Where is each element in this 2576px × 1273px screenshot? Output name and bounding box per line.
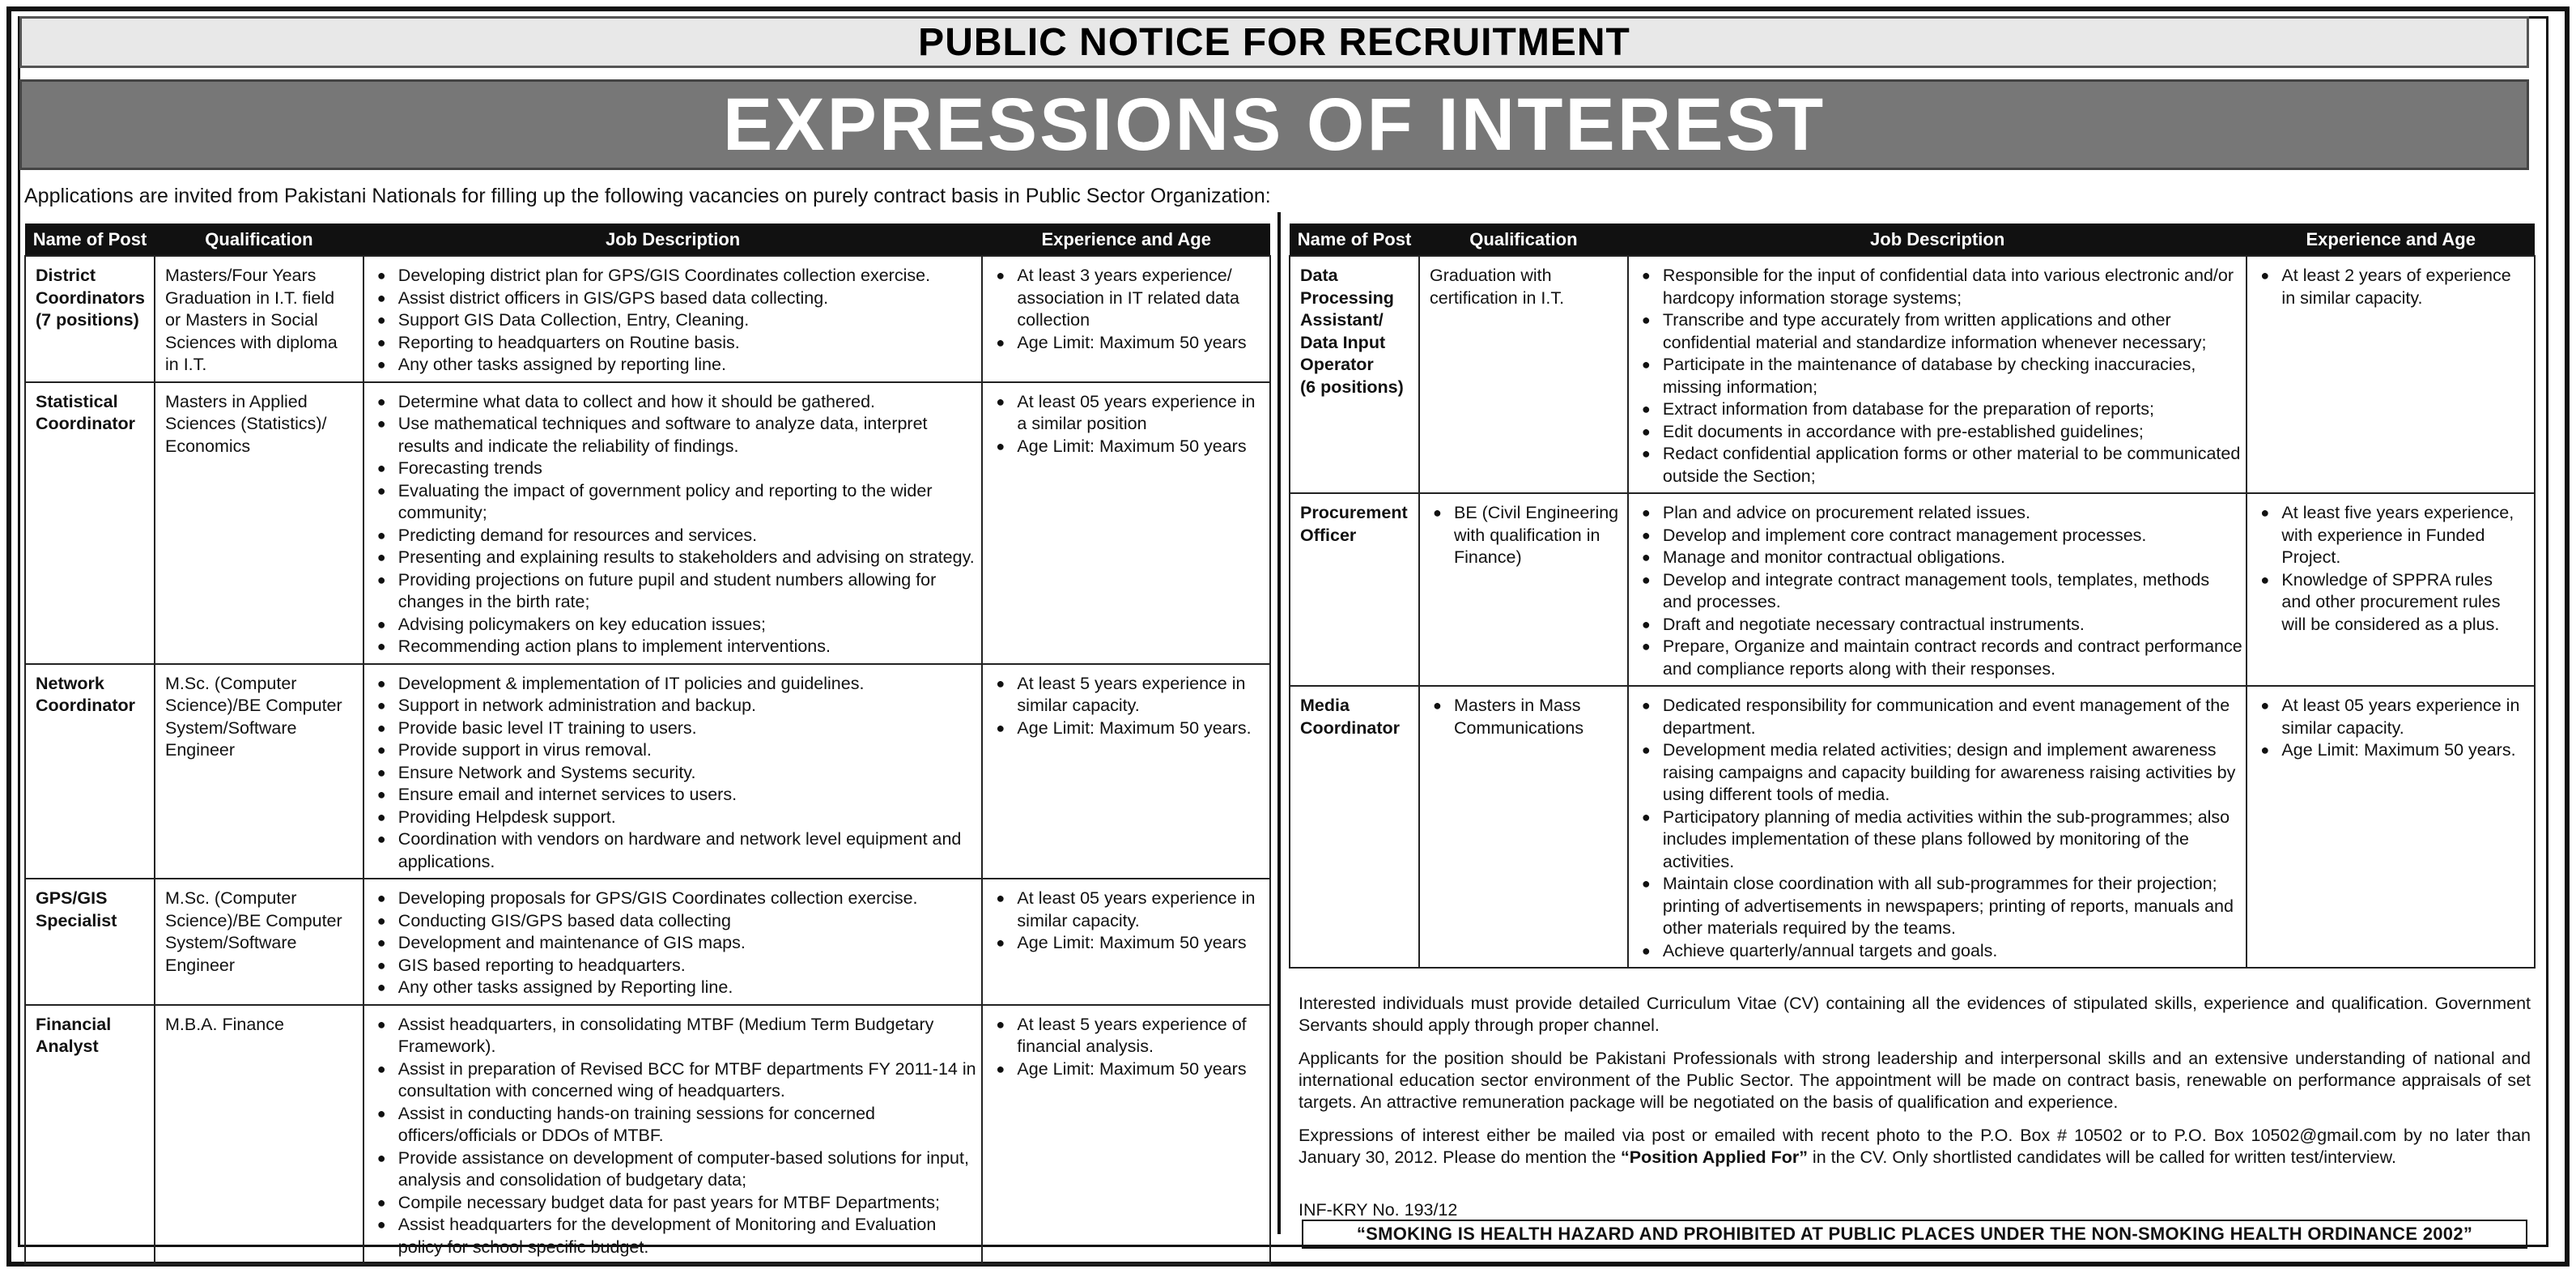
duties-list <box>374 391 979 658</box>
qualification-line: System/Software <box>164 717 297 738</box>
qualification-line: certification in I.T. <box>1429 287 1565 308</box>
col-header-qualification: Qualification <box>1419 224 1628 256</box>
post-name-cell <box>1290 493 1419 686</box>
notes-cv-paragraph: Interested individuals must provide detailed Curriculum Vitae (CV) containing all the evidences of stipulated skills, experience and qualification. Government Servants should apply through proper channel. <box>1299 994 2531 1035</box>
qualification-line: Science)/BE Computer <box>164 696 342 715</box>
duty-item: ● Manage and monitor contractual obligations. <box>1639 547 2243 569</box>
qualification-line: Graduation in I.T. field <box>164 287 335 308</box>
experience-list <box>993 1014 1261 1081</box>
experience-item: ● Age Limit: Maximum 50 years <box>993 932 1261 955</box>
table-row <box>25 664 1270 879</box>
duty-item: ● Dedicated responsibility for communication and event management of the department. <box>1639 695 2243 739</box>
col-header-post: Name of Post <box>1290 224 1419 256</box>
experience-list <box>993 673 1261 740</box>
experience-item: ● Age Limit: Maximum 50 years. <box>2257 739 2526 762</box>
col-header-qualification: Qualification <box>155 224 363 256</box>
duty-item: ● Draft and negotiate necessary contractual instruments. <box>1639 614 2243 636</box>
duty-item: ● Provide support in virus removal. <box>374 739 979 762</box>
qualification-cell <box>155 382 363 664</box>
experience-list <box>993 391 1261 458</box>
qualification-line: M.Sc. (Computer <box>164 673 297 693</box>
duty-item: ● Support in network administration and backup. <box>374 695 979 717</box>
duty-item: ● Assist district officers in GIS/GPS based data collecting. <box>374 287 979 310</box>
post-name-cell <box>25 1005 155 1265</box>
left-vacancy-table <box>24 224 1271 1265</box>
job-description-cell <box>1628 256 2247 493</box>
duty-item: ● Ensure email and internet services to users. <box>374 784 979 807</box>
duty-item: ● GIS based reporting to headquarters. <box>374 955 979 977</box>
duty-item: ● Any other tasks assigned by reporting line. <box>374 354 979 377</box>
job-description-cell <box>363 1005 983 1265</box>
qualification-cell <box>155 664 363 879</box>
post-name-line: Specialist <box>36 910 117 930</box>
duties-list <box>374 265 979 377</box>
duty-item: ● Any other tasks assigned by Reporting line. <box>374 977 979 999</box>
post-name-line: Media <box>1300 696 1350 715</box>
duty-item: ● Use mathematical techniques and software to analyze data, interpret results and indicate the reliability of findings. <box>374 413 979 458</box>
experience-cell <box>982 256 1270 382</box>
qualification-line: Masters/Four Years <box>164 266 317 285</box>
duty-item: ● Extract information from database for the preparation of reports; <box>1639 398 2243 421</box>
experience-item: ● Age Limit: Maximum 50 years <box>993 1058 1261 1081</box>
qualification-line: Graduation with <box>1429 266 1552 285</box>
post-name-cell <box>25 256 155 382</box>
notice-title: PUBLIC NOTICE FOR RECRUITMENT <box>19 16 2529 68</box>
experience-list <box>993 888 1261 955</box>
post-name-cell <box>25 664 155 879</box>
duty-item: ● Providing Helpdesk support. <box>374 807 979 829</box>
qualification-line: or Masters in Social <box>164 310 318 330</box>
duty-item: ● Assist headquarters for the development of Monitoring and Evaluation policy for school specific budget. <box>374 1214 979 1258</box>
smoking-notice: “SMOKING IS HEALTH HAZARD AND PROHIBITED AT PUBLIC PLACES UNDER THE NON-SMOKING HEALTH ORDINANCE 2002” <box>1302 1220 2527 1249</box>
col-header-experience: Experience and Age <box>2247 224 2535 256</box>
duty-item: ● Responsible for the input of confidential data into various electronic and/or hardcopy information storage systems; <box>1639 265 2243 309</box>
duties-list <box>374 888 979 999</box>
post-name-line: Network <box>36 673 104 693</box>
experience-cell <box>982 382 1270 664</box>
experience-cell <box>2247 493 2535 686</box>
post-name-line: Coordinator <box>1300 717 1401 738</box>
post-name-cell <box>25 879 155 1005</box>
post-name-line: Procurement <box>1300 503 1408 522</box>
duty-item: ● Develop and implement core contract management processes. <box>1639 525 2243 547</box>
duty-item: ● Forecasting trends <box>374 458 979 480</box>
qualification-line: Engineer <box>164 740 236 760</box>
job-description-cell <box>363 879 983 1005</box>
experience-cell <box>982 1005 1270 1265</box>
duty-item: ● Achieve quarterly/annual targets and goals. <box>1639 940 2243 963</box>
experience-item: ● Age Limit: Maximum 50 years. <box>993 717 1261 740</box>
post-name-line: Statistical <box>36 391 118 411</box>
col-header-experience: Experience and Age <box>982 224 1270 256</box>
qualification-cell <box>155 1005 363 1265</box>
duty-item: ● Plan and advice on procurement related issues. <box>1639 502 2243 525</box>
experience-item: ● At least 05 years experience in similar capacity. <box>2257 695 2526 739</box>
table-row <box>25 1005 1270 1265</box>
job-description-cell <box>1628 686 2247 968</box>
experience-item: ● At least five years experience, with experience in Funded Project. <box>2257 502 2526 569</box>
post-name-cell <box>1290 686 1419 968</box>
qualification-cell <box>1419 256 1628 493</box>
duty-item: ● Maintain close coordination with all sub-programmes for their projection; printing of advertisements in newspapers; printing of reports, manuals and other materials required by the teams. <box>1639 873 2243 940</box>
position-applied-for: “Position Applied For” <box>1621 1147 1808 1167</box>
experience-cell <box>2247 686 2535 968</box>
experience-item: ● At least 05 years experience in a similar position <box>993 391 1261 436</box>
qualification-line: Sciences (Statistics)/ <box>164 414 327 433</box>
post-name-line: Coordinators <box>36 287 145 308</box>
post-name-cell <box>25 382 155 664</box>
reference-number: INF-KRY No. 193/12 <box>1299 1200 1458 1220</box>
post-name-line: Data Input <box>1300 332 1386 352</box>
duties-list <box>374 673 979 874</box>
duty-item: ● Transcribe and type accurately from written applications and other confidential material and standardize information whenever necessary; <box>1639 309 2243 354</box>
experience-item: ● At least 2 years of experience in similar capacity. <box>2257 265 2526 309</box>
experience-list <box>2257 695 2526 762</box>
duty-item: ● Advising policymakers on key education issues; <box>374 614 979 636</box>
experience-cell <box>2247 256 2535 493</box>
experience-list <box>2257 502 2526 636</box>
qualification-line: M.B.A. Finance <box>164 1014 284 1034</box>
duty-item: ● Providing projections on future pupil and student numbers allowing for changes in the birth rate; <box>374 569 979 614</box>
table-row <box>25 256 1270 382</box>
duty-item: ● Compile necessary budget data for past years for MTBF Departments; <box>374 1192 979 1215</box>
post-name-line: Coordinator <box>36 696 136 715</box>
col-header-post: Name of Post <box>25 224 155 256</box>
application-notes <box>1299 993 2531 1180</box>
qualification-cell <box>1419 493 1628 686</box>
post-name-line: Coordinator <box>36 414 136 433</box>
duty-item: ● Assist in conducting hands-on training sessions for concerned officers/officials or DDOs of MTBF. <box>374 1103 979 1147</box>
post-name-line: Operator <box>1300 355 1374 374</box>
table-row <box>25 382 1270 664</box>
duty-item: ● Recommending action plans to implement interventions. <box>374 636 979 658</box>
duty-item: ● Predicting demand for resources and services. <box>374 525 979 547</box>
qualification-line: Science)/BE Computer <box>164 910 342 930</box>
column-divider <box>1277 212 1281 1234</box>
experience-item: ● At least 5 years experience in similar capacity. <box>993 673 1261 717</box>
experience-item: ● Age Limit: Maximum 50 years <box>993 332 1261 355</box>
right-vacancy-table <box>1289 224 2536 969</box>
qualification-line: M.Sc. (Computer <box>164 888 297 908</box>
col-header-description: Job Description <box>1628 224 2247 256</box>
job-description-cell <box>1628 493 2247 686</box>
experience-item: ● Knowledge of SPPRA rules and other procurement rules will be considered as a plus. <box>2257 569 2526 636</box>
duties-list <box>1639 695 2243 962</box>
duty-item: ● Prepare, Organize and maintain contract records and contract performance and compliance reports along with their responses. <box>1639 636 2243 680</box>
qualification-list <box>1430 502 1619 569</box>
notice-subtitle: EXPRESSIONS OF INTEREST <box>19 79 2529 170</box>
duties-list <box>1639 265 2243 487</box>
experience-item: ● Age Limit: Maximum 50 years <box>993 436 1261 458</box>
post-name-line: District <box>36 266 96 285</box>
job-description-cell <box>363 256 983 382</box>
post-name-line: Data <box>1300 266 1338 285</box>
qualification-list <box>1430 695 1619 739</box>
duty-item: ● Evaluating the impact of government policy and reporting to the wider community; <box>374 480 979 525</box>
duties-list <box>374 1014 979 1259</box>
intro-text: Applications are invited from Pakistani Nationals for filling up the following vacancies on purely contract basis in Public Sector Organization: <box>24 185 1271 207</box>
table-row <box>25 879 1270 1005</box>
job-description-cell <box>363 664 983 879</box>
duty-item: ● Provide assistance on development of computer-based solutions for input, analysis and consolidation of budgetary data; <box>374 1147 979 1192</box>
duty-item: ● Assist in preparation of Revised BCC for MTBF departments FY 2011-14 in consultation with concerned wing of headquarters. <box>374 1058 979 1103</box>
post-name-line: Financial <box>36 1014 112 1034</box>
duty-item: ● Presenting and explaining results to stakeholders and advising on strategy. <box>374 547 979 569</box>
job-description-cell <box>363 382 983 664</box>
duty-item: ● Developing proposals for GPS/GIS Coordinates collection exercise. <box>374 888 979 910</box>
table-row <box>1290 256 2535 493</box>
table-row <box>1290 493 2535 686</box>
qualification-line: Engineer <box>164 955 236 975</box>
experience-item: ● At least 05 years experience in similar capacity. <box>993 888 1261 932</box>
qualification-line: Economics <box>164 436 251 456</box>
experience-cell <box>982 879 1270 1005</box>
duty-item: ● Participatory planning of media activities within the sub-programmes; also includes implementation of these plans followed by monitoring of the activities. <box>1639 807 2243 874</box>
duty-item: ● Edit documents in accordance with pre-established guidelines; <box>1639 421 2243 444</box>
qualification-cell <box>155 879 363 1005</box>
duty-item: ● Conducting GIS/GPS based data collecting <box>374 910 979 933</box>
duty-item: ● Support GIS Data Collection, Entry, Cleaning. <box>374 309 979 332</box>
qualification-cell <box>1419 686 1628 968</box>
duty-item: ● Ensure Network and Systems security. <box>374 762 979 785</box>
post-name-cell <box>1290 256 1419 493</box>
post-name-line: Officer <box>1300 525 1357 545</box>
qualification-item: ● BE (Civil Engineering with qualification in Finance) <box>1430 502 1619 569</box>
duty-item: ● Development and maintenance of GIS maps. <box>374 932 979 955</box>
duty-item: ● Provide basic level IT training to users. <box>374 717 979 740</box>
duty-item: ● Redact confidential application forms or other material to be communicated outside the Section; <box>1639 443 2243 487</box>
post-name-line: Analyst <box>36 1037 99 1056</box>
qualification-line: Sciences with diploma <box>164 332 338 352</box>
post-name-line: Assistant/ <box>1300 310 1384 330</box>
post-name-line: GPS/GIS <box>36 888 108 908</box>
duty-item: ● Reporting to headquarters on Routine basis. <box>374 332 979 355</box>
duty-item: ● Developing district plan for GPS/GIS Coordinates collection exercise. <box>374 265 979 287</box>
qualification-item: ● Masters in Mass Communications <box>1430 695 1619 739</box>
experience-list <box>2257 265 2526 309</box>
duty-item: ● Participate in the maintenance of database by checking inaccuracies, missing information; <box>1639 354 2243 398</box>
duty-item: ● Development media related activities; design and implement awareness raising campaigns and capacity building for awareness raising activities by using different tools of media. <box>1639 739 2243 807</box>
col-header-description: Job Description <box>363 224 983 256</box>
experience-item: ● At least 5 years experience of financial analysis. <box>993 1014 1261 1058</box>
duty-item: ● Coordination with vendors on hardware and network level equipment and applications. <box>374 828 979 873</box>
qualification-line: in I.T. <box>164 355 207 374</box>
qualification-cell <box>155 256 363 382</box>
duty-item: ● Determine what data to collect and how it should be gathered. <box>374 391 979 414</box>
post-name-line: (6 positions) <box>1300 377 1404 397</box>
table-row <box>1290 686 2535 968</box>
experience-list <box>993 265 1261 354</box>
duties-list <box>1639 502 2243 680</box>
notes-eligibility-paragraph: Applicants for the position should be Pakistani Professionals with strong leadership and interpersonal skills and an extensive understanding of national and international education sector environment of the Public Sector. The appointment will be made on contract basis, renewable on performance appraisals of set targets. An attractive remuneration package will be negotiated on the basis of qualification and experience. <box>1299 1049 2531 1112</box>
experience-item: ● At least 3 years experience/ association in IT related data collection <box>993 265 1261 332</box>
duty-item: ● Develop and integrate contract management tools, templates, methods and processes. <box>1639 569 2243 614</box>
experience-cell <box>982 664 1270 879</box>
post-name-line: Processing <box>1300 287 1394 308</box>
post-name-line: (7 positions) <box>36 310 139 330</box>
qualification-line: Masters in Applied <box>164 391 308 411</box>
notes-submission-paragraph: Expressions of interest either be mailed via post or emailed with recent photo to the P.O. Box # 10502 or to P.O. Box 10502@gmail.com by no later than January 30, 2012. Please do mention the “Position Applied For” in the CV. Only shortlisted candidates will be called for written test/interview. <box>1299 1126 2531 1167</box>
qualification-line: System/Software <box>164 933 297 952</box>
duty-item: ● Development & implementation of IT policies and guidelines. <box>374 673 979 696</box>
duty-item: ● Assist headquarters, in consolidating MTBF (Medium Term Budgetary Framework). <box>374 1014 979 1058</box>
